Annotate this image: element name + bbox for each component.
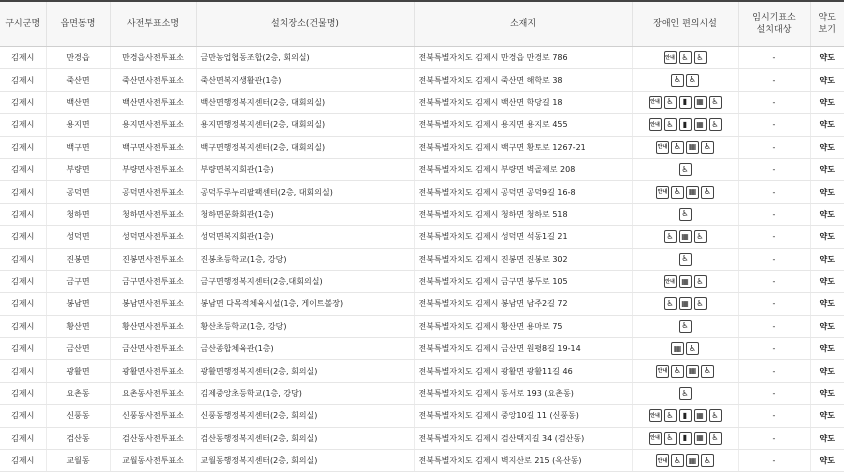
map-link[interactable]: 약도 (810, 315, 844, 337)
cell-temp-booth: - (738, 91, 810, 113)
cell-station: 부량면사전투표소 (110, 158, 196, 180)
accessibility-icons (679, 208, 692, 221)
cell-address: 전북특별자치도 김제시 금산면 원평8길 19-14 (414, 338, 632, 360)
cell-address: 전북특별자치도 김제시 부량면 벽골제로 208 (414, 158, 632, 180)
table-row (0, 293, 844, 315)
cell-eup: 성덕면 (46, 226, 110, 248)
header-station: 사전투표소명 (110, 1, 196, 47)
cell-accessibility (632, 203, 738, 225)
wheelchair-icon: ♿ (686, 74, 699, 87)
map-link[interactable]: 약도 (810, 203, 844, 225)
accessibility-icons (649, 118, 722, 131)
table-row (0, 450, 844, 472)
wheelchair-icon: ♿ (671, 454, 684, 467)
wheelchair-icon: ♿ (709, 409, 722, 422)
map-link[interactable]: 약도 (810, 158, 844, 180)
cell-eup: 신풍동 (46, 405, 110, 427)
cell-accessibility (632, 47, 738, 69)
cell-temp-booth: - (738, 315, 810, 337)
cell-eup: 백산면 (46, 91, 110, 113)
cell-eup: 죽산면 (46, 69, 110, 91)
cell-gungu: 김제시 (0, 382, 46, 404)
cell-accessibility (632, 293, 738, 315)
wheelchair-icon: ♿ (701, 454, 714, 467)
wheelchair-icon: ♿ (679, 208, 692, 221)
cell-gungu: 김제시 (0, 136, 46, 158)
cell-place: 황산초등학교(1층, 강당) (196, 315, 414, 337)
table-body (0, 47, 844, 472)
table-row (0, 181, 844, 203)
wheelchair-icon: ♿ (686, 342, 699, 355)
braille-block-icon: ▦ (686, 186, 699, 199)
cell-station: 봉남면사전투표소 (110, 293, 196, 315)
cell-eup: 공덕면 (46, 181, 110, 203)
accessibility-icons (679, 320, 692, 333)
table-row (0, 47, 844, 69)
wheelchair-icon: ♿ (671, 141, 684, 154)
cell-eup: 요촌동 (46, 382, 110, 404)
wheelchair-icon: ♿ (679, 387, 692, 400)
braille-block-icon: ▦ (686, 141, 699, 154)
wheelchair-icon: ♿ (664, 432, 677, 445)
map-link[interactable]: 약도 (810, 338, 844, 360)
table-row (0, 382, 844, 404)
cell-temp-booth: - (738, 181, 810, 203)
guide-sign-icon: 안내 (656, 186, 669, 199)
wheelchair-icon: ♿ (671, 365, 684, 378)
cell-address: 전북특별자치도 김제시 청하면 청하로 518 (414, 203, 632, 225)
wheelchair-icon: ♿ (664, 96, 677, 109)
wheelchair-icon: ♿ (671, 74, 684, 87)
cell-accessibility (632, 114, 738, 136)
cell-temp-booth: - (738, 226, 810, 248)
cell-eup: 만경읍 (46, 47, 110, 69)
cell-place: 용지면행정복지센터(2층, 대회의실) (196, 114, 414, 136)
wheelchair-icon: ♿ (694, 275, 707, 288)
cell-eup: 금산면 (46, 338, 110, 360)
map-link[interactable]: 약도 (810, 136, 844, 158)
cell-eup: 검산동 (46, 427, 110, 449)
table-header-row (0, 1, 844, 47)
accessibility-icons (679, 387, 692, 400)
guide-sign-icon: 안내 (664, 51, 677, 64)
wheelchair-icon: ♿ (664, 118, 677, 131)
cell-accessibility (632, 136, 738, 158)
cell-gungu: 김제시 (0, 203, 46, 225)
cell-temp-booth: - (738, 114, 810, 136)
cell-station: 용지면사전투표소 (110, 114, 196, 136)
cell-gungu: 김제시 (0, 69, 46, 91)
cell-address: 전북특별자치도 김제시 벽지산로 215 (옥산동) (414, 450, 632, 472)
braille-block-icon: ▦ (694, 409, 707, 422)
cell-station: 백구면사전투표소 (110, 136, 196, 158)
wheelchair-icon: ♿ (664, 297, 677, 310)
cell-temp-booth: - (738, 158, 810, 180)
cell-accessibility (632, 405, 738, 427)
cell-accessibility (632, 315, 738, 337)
wheelchair-icon: ♿ (664, 409, 677, 422)
cell-address: 전북특별자치도 김제시 성덕면 석동1길 21 (414, 226, 632, 248)
braille-block-icon: ▦ (679, 275, 692, 288)
cell-temp-booth: - (738, 382, 810, 404)
cell-temp-booth: - (738, 136, 810, 158)
cell-place: 금구면행정복지센터(2층,대회의실) (196, 270, 414, 292)
map-link[interactable]: 약도 (810, 293, 844, 315)
cell-eup: 용지면 (46, 114, 110, 136)
cell-address: 전북특별자치도 김제시 백산면 학당길 18 (414, 91, 632, 113)
cell-temp-booth: - (738, 69, 810, 91)
cell-station: 황산면사전투표소 (110, 315, 196, 337)
elevator-icon: ▮ (679, 118, 692, 131)
cell-eup: 황산면 (46, 315, 110, 337)
cell-address: 전북특별자치도 김제시 황산면 용마로 75 (414, 315, 632, 337)
braille-block-icon: ▦ (686, 454, 699, 467)
table-row (0, 338, 844, 360)
cell-eup: 금구면 (46, 270, 110, 292)
accessibility-icons (656, 141, 714, 154)
cell-place: 봉남면 다목적체육시설(1층, 게이트볼장) (196, 293, 414, 315)
header-accessibility: 장애인 편의시설 (632, 1, 738, 47)
cell-eup: 백구면 (46, 136, 110, 158)
map-link[interactable]: 약도 (810, 450, 844, 472)
accessibility-icons (679, 253, 692, 266)
cell-gungu: 김제시 (0, 114, 46, 136)
wheelchair-icon: ♿ (694, 51, 707, 64)
cell-temp-booth: - (738, 405, 810, 427)
cell-place: 청하면문화회관(1층) (196, 203, 414, 225)
cell-station: 백산면사전투표소 (110, 91, 196, 113)
cell-station: 교월동사전투표소 (110, 450, 196, 472)
cell-station: 성덕면사전투표소 (110, 226, 196, 248)
elevator-icon: ▮ (679, 409, 692, 422)
braille-block-icon: ▦ (694, 96, 707, 109)
cell-address: 전북특별자치도 김제시 용지면 용지로 455 (414, 114, 632, 136)
cell-gungu: 김제시 (0, 338, 46, 360)
guide-sign-icon: 안내 (649, 409, 662, 422)
accessibility-icons (664, 230, 707, 243)
guide-sign-icon: 안내 (656, 365, 669, 378)
accessibility-icons (649, 409, 722, 422)
elevator-icon: ▮ (679, 96, 692, 109)
cell-gungu: 김제시 (0, 226, 46, 248)
cell-address: 전북특별자치도 김제시 검산택지길 34 (검산동) (414, 427, 632, 449)
map-link[interactable]: 약도 (810, 270, 844, 292)
cell-temp-booth: - (738, 47, 810, 69)
cell-eup: 광활면 (46, 360, 110, 382)
cell-temp-booth: - (738, 203, 810, 225)
cell-eup: 교월동 (46, 450, 110, 472)
cell-station: 검산동사전투표소 (110, 427, 196, 449)
guide-sign-icon: 안내 (664, 275, 677, 288)
table-row (0, 405, 844, 427)
guide-sign-icon: 안내 (656, 454, 669, 467)
header-eup: 읍면동명 (46, 1, 110, 47)
table-row (0, 270, 844, 292)
accessibility-icons (664, 275, 707, 288)
accessibility-icons (664, 51, 707, 64)
map-link[interactable]: 약도 (810, 69, 844, 91)
cell-place: 성덕면복지회관(1층) (196, 226, 414, 248)
cell-gungu: 김제시 (0, 248, 46, 270)
elevator-icon: ▮ (679, 432, 692, 445)
table-row (0, 158, 844, 180)
table-row (0, 360, 844, 382)
braille-block-icon: ▦ (679, 297, 692, 310)
cell-station: 금구면사전투표소 (110, 270, 196, 292)
header-gungu: 구시군명 (0, 1, 46, 47)
cell-gungu: 김제시 (0, 181, 46, 203)
header-place: 설치장소(건물명) (196, 1, 414, 47)
cell-eup: 청하면 (46, 203, 110, 225)
cell-accessibility (632, 360, 738, 382)
wheelchair-icon: ♿ (679, 51, 692, 64)
braille-block-icon: ▦ (694, 432, 707, 445)
wheelchair-icon: ♿ (709, 432, 722, 445)
cell-place: 부량면복지회관(1층) (196, 158, 414, 180)
cell-address: 전북특별자치도 김제시 중앙10길 11 (신풍동) (414, 405, 632, 427)
accessibility-icons (656, 186, 714, 199)
wheelchair-icon: ♿ (701, 186, 714, 199)
cell-eup: 진봉면 (46, 248, 110, 270)
map-link[interactable]: 약도 (810, 226, 844, 248)
accessibility-icons (656, 365, 714, 378)
accessibility-icons (679, 163, 692, 176)
header-map: 약도 보기 (810, 1, 844, 47)
cell-station: 죽산면사전투표소 (110, 69, 196, 91)
guide-sign-icon: 안내 (649, 118, 662, 131)
wheelchair-icon: ♿ (709, 96, 722, 109)
cell-temp-booth: - (738, 360, 810, 382)
braille-block-icon: ▦ (686, 365, 699, 378)
cell-temp-booth: - (738, 248, 810, 270)
wheelchair-icon: ♿ (701, 365, 714, 378)
cell-temp-booth: - (738, 293, 810, 315)
cell-address: 전북특별자치도 김제시 진봉면 진봉로 302 (414, 248, 632, 270)
table-row (0, 114, 844, 136)
table-row (0, 248, 844, 270)
cell-address: 전북특별자치도 김제시 금구면 봉두로 105 (414, 270, 632, 292)
cell-accessibility (632, 181, 738, 203)
cell-address: 전북특별자치도 김제시 봉남면 남주2길 72 (414, 293, 632, 315)
accessibility-icons (656, 454, 714, 467)
cell-place: 검산동행정복지센터(2층, 회의실) (196, 427, 414, 449)
cell-temp-booth: - (738, 338, 810, 360)
cell-place: 공덕두루누리팔팩센터(2층, 대회의실) (196, 181, 414, 203)
map-link[interactable]: 약도 (810, 405, 844, 427)
cell-place: 죽산면복지생활관(1층) (196, 69, 414, 91)
cell-accessibility (632, 427, 738, 449)
guide-sign-icon: 안내 (656, 141, 669, 154)
cell-gungu: 김제시 (0, 450, 46, 472)
braille-block-icon: ▦ (694, 118, 707, 131)
cell-accessibility (632, 270, 738, 292)
accessibility-icons (664, 297, 707, 310)
cell-address: 전북특별자치도 김제시 백구면 황토로 1267-21 (414, 136, 632, 158)
map-link[interactable]: 약도 (810, 248, 844, 270)
map-link[interactable]: 약도 (810, 114, 844, 136)
cell-station: 청하면사전투표소 (110, 203, 196, 225)
cell-address: 전북특별자치도 김제시 광활면 광활11길 46 (414, 360, 632, 382)
wheelchair-icon: ♿ (679, 253, 692, 266)
header-address: 소재지 (414, 1, 632, 47)
table-row (0, 136, 844, 158)
cell-accessibility (632, 248, 738, 270)
cell-station: 진봉면사전투표소 (110, 248, 196, 270)
table-row (0, 427, 844, 449)
accessibility-icons (649, 96, 722, 109)
cell-station: 신풍동사전투표소 (110, 405, 196, 427)
cell-station: 만경읍사전투표소 (110, 47, 196, 69)
cell-station: 금산면사전투표소 (110, 338, 196, 360)
map-link[interactable]: 약도 (810, 91, 844, 113)
cell-gungu: 김제시 (0, 91, 46, 113)
cell-eup: 봉남면 (46, 293, 110, 315)
cell-address: 전북특별자치도 김제시 공덕면 공덕9길 16-8 (414, 181, 632, 203)
accessibility-icons (649, 432, 722, 445)
map-link[interactable]: 약도 (810, 382, 844, 404)
cell-place: 김제중앙초등학교(1층, 강당) (196, 382, 414, 404)
cell-accessibility (632, 91, 738, 113)
table-row (0, 69, 844, 91)
cell-temp-booth: - (738, 270, 810, 292)
wheelchair-icon: ♿ (709, 118, 722, 131)
cell-accessibility (632, 450, 738, 472)
cell-gungu: 김제시 (0, 405, 46, 427)
table-row (0, 91, 844, 113)
cell-gungu: 김제시 (0, 47, 46, 69)
map-link[interactable]: 약도 (810, 427, 844, 449)
cell-place: 백구면행정복지센터(2층, 대회의실) (196, 136, 414, 158)
wheelchair-icon: ♿ (694, 297, 707, 310)
header-temp-booth: 임시기표소 설치대상 (738, 1, 810, 47)
cell-accessibility (632, 69, 738, 91)
wheelchair-icon: ♿ (679, 320, 692, 333)
braille-block-icon: ▦ (679, 230, 692, 243)
wheelchair-icon: ♿ (679, 163, 692, 176)
cell-station: 공덕면사전투표소 (110, 181, 196, 203)
cell-temp-booth: - (738, 450, 810, 472)
accessibility-icons (671, 74, 699, 87)
cell-place: 금만농업협동조합(2층, 회의실) (196, 47, 414, 69)
cell-accessibility (632, 382, 738, 404)
cell-station: 요촌동사전투표소 (110, 382, 196, 404)
cell-gungu: 김제시 (0, 427, 46, 449)
cell-address: 전북특별자치도 김제시 동서로 193 (요촌동) (414, 382, 632, 404)
wheelchair-icon: ♿ (664, 230, 677, 243)
cell-gungu: 김제시 (0, 315, 46, 337)
wheelchair-icon: ♿ (671, 186, 684, 199)
cell-place: 광활면행정복지센터(2층, 회의실) (196, 360, 414, 382)
wheelchair-icon: ♿ (701, 141, 714, 154)
cell-place: 진봉초등학교(1층, 강당) (196, 248, 414, 270)
braille-block-icon: ▦ (671, 342, 684, 355)
accessibility-icons (671, 342, 699, 355)
cell-gungu: 김제시 (0, 270, 46, 292)
cell-accessibility (632, 226, 738, 248)
wheelchair-icon: ♿ (694, 230, 707, 243)
map-link[interactable]: 약도 (810, 47, 844, 69)
cell-address: 전북특별자치도 김제시 죽산면 해학로 38 (414, 69, 632, 91)
cell-temp-booth: - (738, 427, 810, 449)
cell-gungu: 김제시 (0, 158, 46, 180)
table-row (0, 203, 844, 225)
cell-place: 백산면행정복지센터(2층, 대회의실) (196, 91, 414, 113)
map-link[interactable]: 약도 (810, 360, 844, 382)
cell-place: 신풍동행정복지센터(2층, 회의실) (196, 405, 414, 427)
cell-accessibility (632, 158, 738, 180)
guide-sign-icon: 안내 (649, 432, 662, 445)
cell-station: 광활면사전투표소 (110, 360, 196, 382)
cell-gungu: 김제시 (0, 293, 46, 315)
guide-sign-icon: 안내 (649, 96, 662, 109)
table-row (0, 315, 844, 337)
cell-address: 전북특별자치도 김제시 만경읍 만경로 786 (414, 47, 632, 69)
cell-place: 금산종합체육관(1층) (196, 338, 414, 360)
cell-place: 교월동행정복지센터(2층, 회의실) (196, 450, 414, 472)
cell-gungu: 김제시 (0, 360, 46, 382)
cell-accessibility (632, 338, 738, 360)
table-row (0, 226, 844, 248)
cell-eup: 부량면 (46, 158, 110, 180)
map-link[interactable]: 약도 (810, 181, 844, 203)
